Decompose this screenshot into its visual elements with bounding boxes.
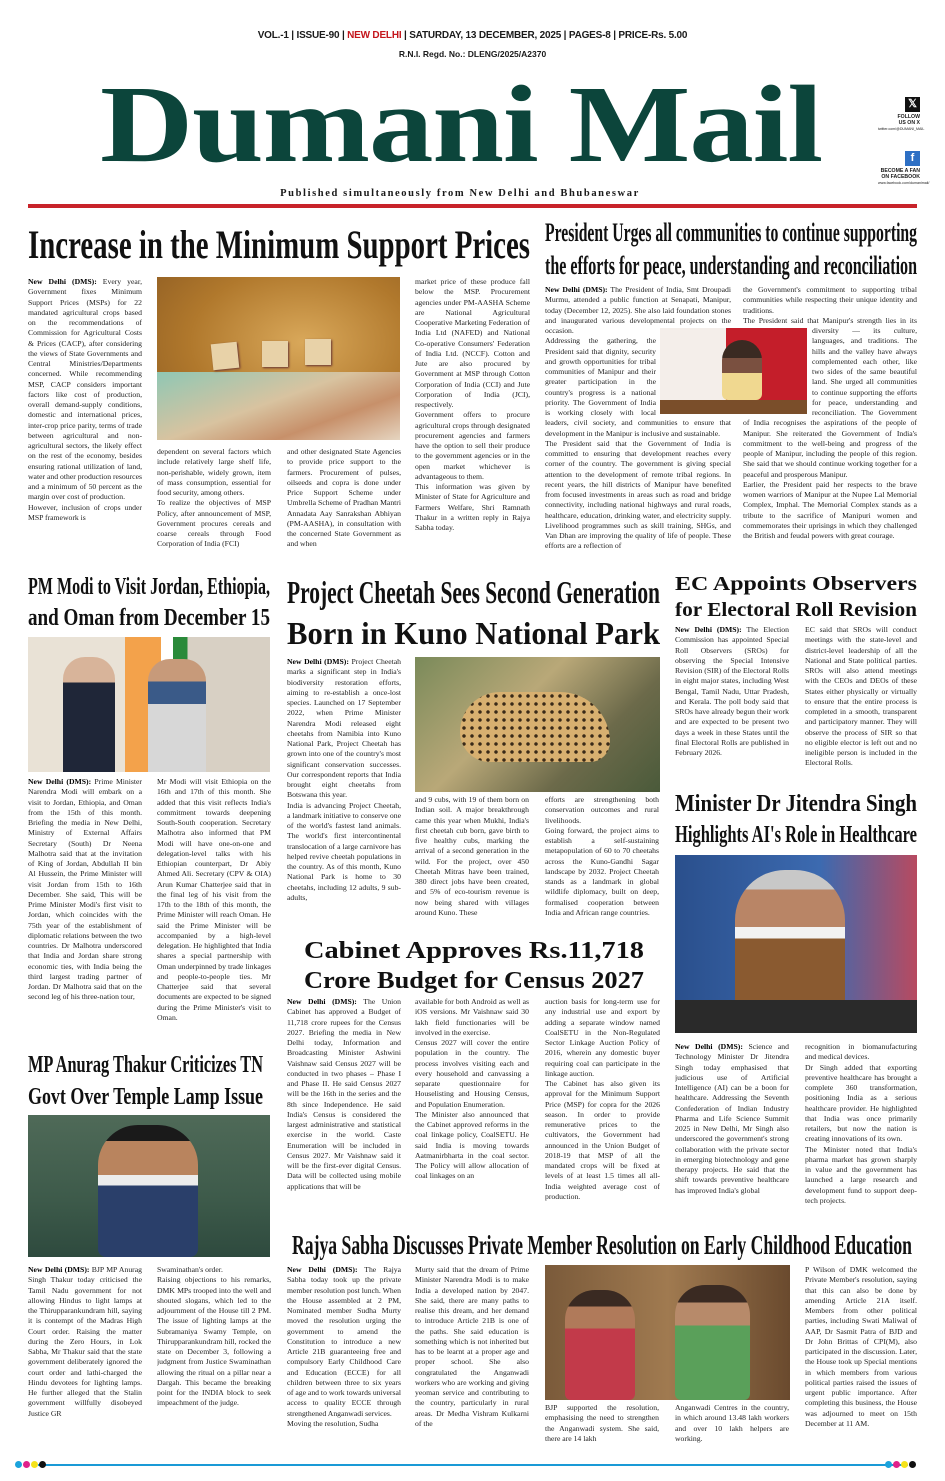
- paragraph: [743, 480, 917, 542]
- desk: [675, 1000, 917, 1033]
- paragraph-text: India is advancing Project Cheetah, a landmark initiative to conserve one of the world's fastest land animals. The world's first intercontinental translocation of a large carnivore has helped revive cheetah populations in the country. As of this month, Kuno National Park is home to 30 cheetahs, including 12 adults, 9 sub-adults,: [287, 800, 401, 902]
- paragraph: [805, 1145, 917, 1207]
- paragraph-text: The Election Commission has appointed Special Roll Observers (SROs) for observing the Special Intensive Revision (SIR) of the Electoral Rolls in eight major states, including West Bengal, Tamil Nadu, Uttar Pradesh, and Kerala. The poll body said that SROs have already begun their work and are expected to be present two days a week in these States until the final Electoral Rolls are published in February 2026.: [675, 625, 789, 757]
- paragraph: [675, 1403, 789, 1444]
- member-figure: [565, 1290, 635, 1400]
- headline-text: Rajya Sabha Discusses Private Member Resolution on Early Childhood Education: [292, 1230, 912, 1260]
- headline-text: Born in Kuno National Park: [287, 615, 660, 651]
- paragraph-text: Moving the resolution, Sudha: [287, 1418, 379, 1428]
- fan-label: BECOME A FAN: [880, 168, 920, 174]
- article-column: [675, 1042, 789, 1224]
- registration-dot-cyan: [885, 1461, 892, 1468]
- headline-text: Project Cheetah Sees Second Generation: [287, 574, 660, 610]
- paragraph-text: and other designated State Agencies to provide price support to the farmers. Procurement of pulses, oilseeds and copra is done under Price Support Scheme under Umbrella Scheme of Pradhan Mantri Annadata Aay Sanrakshan Abhiyan (PM-AASHA), in consultation with the concerned State Government as and when: [287, 447, 401, 549]
- paragraph-text: The Rajya Sabha today took up the private member resolution post lunch. When the House assembled at 2 PM, Nominated member Sudha Murty moved the resolution urging the government to amend the Constitution to introduce a new Article 21B guaranteeing free and compulsory Early Childhood Care and Education (ECCE) for all children between three to six years of age and to work towards universal access to quality ECCE through strengthened Anganwadi services.: [287, 1265, 401, 1418]
- member-figure: [675, 1285, 750, 1400]
- x-url[interactable]: twitter.com/@DUMANI_MAIL: [878, 127, 925, 131]
- article-column: [805, 1265, 917, 1447]
- letter-tile: [211, 342, 240, 371]
- paragraph-text: Prime Minister Narendra Modi will embark on a visit to Jordan, Ethiopia, and Oman from the 15th of this month. Briefing the media in New Delhi, Ministry of External Affairs Secretary (South) Dr Neena Malhotra said that at the invitation of King of Jordan, Abdullah II bin Al Hussein, the Prime Minister will visit Jordan from 15th to 16th December. She said, This will be Prime Minister Modi's first visit to Jordan, which coincides with the 75th year of the establishment of diplomatic relations between the two countries. Dr Malhotra underscored that India and Jordan share strong economic ties, with India being the third largest trading partner of Jordan. Dr Malhotra said that on the second leg of his three-nation tour,: [28, 777, 142, 1002]
- paragraph-text: the Government's commitment to supporting tribal communities while respecting their unique identity and traditions.: [743, 285, 917, 315]
- volume: VOL.-1: [257, 30, 289, 41]
- paragraph-text: recognition in biomanufacturing and medical devices.: [805, 1042, 917, 1062]
- cheetah-photo: [415, 657, 660, 792]
- headline-president: [545, 216, 917, 282]
- headline-text: and Oman from December 15: [28, 605, 270, 631]
- jitendra-singh-photo: [675, 855, 917, 1033]
- paragraph: [743, 285, 917, 316]
- dateline: New Delhi (DMS):: [28, 277, 97, 286]
- separator: |: [288, 30, 297, 41]
- paragraph-text: Census 2027 will cover the entire population in the country. The process involves visiting each and every household and canvassing a separate questionnaire for Houselisting and Housing Census, and Population Enumeration.: [415, 1038, 529, 1109]
- article-column: [28, 1265, 142, 1447]
- issue-number: ISSUE-90: [296, 30, 340, 41]
- paragraph-text: Addressing the gathering, the President said that dignity, security and growth opportunities for tribal communities of Manipur and their greater participation in the country's progress is a national priority. The Government of India is working closely with local leaders, civil society, and communities to ensure that development in the Manipur is inclusive and sustainable.: [545, 336, 731, 438]
- headline-text: President Urges all communities to continue supporting: [545, 218, 917, 247]
- headline-thakur: [28, 1049, 270, 1113]
- article-column: [805, 1042, 917, 1224]
- paragraph: [545, 997, 660, 1079]
- currency-notes-graphic: [157, 372, 400, 440]
- registration-dot-yellow: [901, 1461, 908, 1468]
- msp-wheat-photo: [157, 277, 400, 440]
- article-column: [415, 1265, 529, 1447]
- headline-text: Crore Budget for Census 2027: [303, 968, 644, 994]
- speaker-figure: [722, 340, 762, 400]
- paragraph: [28, 777, 142, 1003]
- dateline: New Delhi (DMS):: [545, 285, 608, 294]
- dateline: New Delhi (DMS):: [675, 625, 742, 634]
- paragraph: [675, 1042, 789, 1196]
- paragraph: [805, 1063, 917, 1145]
- separator: |: [610, 30, 619, 41]
- headline-cabinet: [287, 936, 660, 996]
- paragraph-text: However, inclusion of crops under MSP framework is: [28, 502, 142, 522]
- article-column: [675, 1403, 789, 1448]
- article-column: [675, 625, 789, 787]
- president-speech-photo: [660, 328, 807, 414]
- headline-text: Minister Dr Jitendra Singh: [675, 791, 917, 817]
- paragraph-text: market price of these produce fall below the MSP. Procurement agencies under PM-AASHA Scheme are National Agricultural Cooperative Marketing Federation of India Ltd (NAFED) and National Co-operative Consumers' Federation of India Ltd. (NCCF). Cotton and Jute are also procured by Government at MSP through Cotton Corporation of India (CCI) and Jute Corporation of India (JCI), respectively.: [415, 277, 530, 409]
- paragraph: [805, 625, 917, 769]
- headline-text: Increase in the Minimum Support Prices: [28, 222, 530, 267]
- follow-label: FOLLOW: [897, 114, 920, 120]
- follow-on-x[interactable]: [878, 97, 925, 132]
- paragraph-text: available for both Android as well as iOS versions. Mr Vaishnaw said 30 lakh field functionaries will be involved in the exercise.: [415, 997, 529, 1037]
- modi-handshake-photo: [28, 637, 270, 772]
- paragraph: [157, 498, 271, 549]
- x-logo-icon: 𝕏: [905, 97, 920, 112]
- registration-dot-magenta: [23, 1461, 30, 1468]
- paragraph: [157, 447, 271, 498]
- letter-tile: [305, 339, 331, 365]
- footer-rule: [38, 1464, 908, 1466]
- paragraph: [157, 777, 271, 1023]
- paragraph: [287, 801, 401, 904]
- registration-dot-black: [909, 1461, 916, 1468]
- paragraph: [805, 1042, 917, 1063]
- tagline: Published simultaneously from New Delhi and Bhubaneswar: [280, 188, 640, 199]
- paragraph: [415, 1110, 529, 1182]
- facebook-fan[interactable]: [878, 151, 930, 186]
- article-column: [415, 997, 529, 1225]
- paragraph-text: EC said that SROs will conduct meetings with the state-level and district-level leadership of all the National and State political parties. SROs will also attend meetings with the CEOs and DEOs of these States either physically or virtually to ensure that the entire process is completed in a smooth, transparent and participatory manner. They will observe the process of SIR so that no eligible elector is left out and no ineligible person is included in the Electoral Rolls.: [805, 625, 917, 768]
- headline-text: for Electoral Roll Revision: [675, 599, 917, 621]
- registration-dot-black: [39, 1461, 46, 1468]
- paragraph: [28, 1265, 142, 1419]
- person-figure: [63, 657, 115, 772]
- person-figure: [148, 659, 206, 772]
- dateline: New Delhi (DMS):: [287, 657, 349, 666]
- article-column: [287, 657, 401, 937]
- headline-msp: [28, 221, 530, 269]
- paragraph: [545, 1403, 659, 1444]
- issue-date: SATURDAY, 13 DECEMBER, 2025: [409, 30, 562, 41]
- headline-ec: [675, 571, 917, 623]
- paragraph-text: To realize the objectives of MSP Policy, after announcement of MSP, Government procures cereals and coarse cereals through Food Corporation of India (FCI): [157, 498, 271, 549]
- article-column: [157, 1265, 271, 1447]
- headline-text: Govt Over Temple Lamp Issue: [28, 1084, 263, 1110]
- paragraph-text: Project Cheetah marks a significant step in India's biodiversity restoration efforts, aiming to re-establish a once-lost species. Launched on 17 September 2022, when Prime Minister Narendra Modi released eight cheetahs from Namibia into Kuno National Park, Project Cheetah has grown into one of the country's most significant conservation successes. Our correspondent reports that India brought eight cheetahs from Botswana this year.: [287, 657, 401, 800]
- headline-text: PM Modi to Visit Jordan, Ethiopia,: [28, 574, 270, 600]
- registration-dot-cyan: [15, 1461, 22, 1468]
- podium: [660, 400, 807, 414]
- issue-info-line: [0, 30, 945, 42]
- paragraph-text: Government offers to procure agricultural crops through designated procurement agencies and farmers have the option to sell their produce to the government agencies or in the open market whichever is advantageous to them.: [415, 410, 530, 481]
- paragraph: [545, 826, 659, 918]
- paragraph: [545, 439, 731, 552]
- article-column: [28, 777, 142, 1047]
- registration-dot-magenta: [893, 1461, 900, 1468]
- cheetah-figure: [460, 692, 610, 762]
- paragraph-text: Earlier, the President paid her respects to the brave women warriors of Manipur at the Nupee Lal Memorial Complex, Imphal. The Memorial Complex stands as a tribute to the sacrifice of Manipuri women and commemorates their uprisings in which they challenged the British and feudal powers with great courage.: [743, 479, 917, 540]
- headline-text: Highlights AI's Role in Healthcare: [675, 822, 917, 848]
- paragraph-text: The President said that the Government of India is committed to ensuring that development reaches every corner of the country. The government is giving special attention to the development of remote tribal regions. In recent years, the hill districts of Manipur have benefited from focused investments in areas such as road and bridge connectivity, including national highways and rural roads, healthcare, education, drinking water, and electricity supply. Livelihood programmes such as skill training, SHGs, and Van Dhan are improving the quality of life of people. These efforts are a reflection of: [545, 438, 731, 551]
- paragraph: [287, 1419, 401, 1429]
- paragraph-text: Dr Singh added that exporting preventive healthcare has brought a complete 360 transformation, positioning India as a serious healthcare provider. He highlighted that India was once primarily retailers, but now the nation is creating innovations of its own.: [805, 1062, 917, 1144]
- paragraph-text: Swaminathan's order.: [157, 1265, 223, 1274]
- dateline: New Delhi (DMS):: [287, 1265, 358, 1274]
- article-column: [415, 277, 530, 567]
- dateline: New Delhi (DMS):: [28, 1265, 90, 1274]
- paragraph-text: Mr Modi will visit Ethiopia on the 16th and 17th of this month. She added that this visit reflects India's commitment towards deepening South-South cooperation. Secretary Malhotra also informed that PM Modi will have one-on-one and delegation-level talks with his Ethiopian counterpart, Dr Abiy Ahmed Ali. Secretary (CPV & OIA) Arun Kumar Chatterjee said that in the final leg of his visit from the 17th to the 18th of this month, the Prime Minister will reach Oman. He said the Prime Minister will be accompanied by a high-level delegation. He highlighted that India shares a special partnership with Oman underpinned by trade linkages and people-to-people ties. Mr Chatterjee said that several documents are expected to be signed during the Prime Minister's visit to Oman.: [157, 777, 271, 1022]
- edition-city: NEW DELHI: [347, 30, 402, 41]
- dateline: New Delhi (DMS):: [28, 777, 92, 786]
- page-count: PAGES-8: [568, 30, 611, 41]
- paragraph-text: auction basis for long-term use for any industrial use and export by adding a separate window named CoalSETU in the Non-Regulated Sector Linkage Auction Policy of 2016, wherein any domestic buyer requiring coal can participate in the linkage auction.: [545, 997, 660, 1078]
- article-column: [157, 777, 271, 1047]
- headline-jitendra: [675, 789, 917, 851]
- article-column: [157, 447, 271, 567]
- paragraph: [675, 625, 789, 758]
- anurag-thakur-photo: [28, 1115, 270, 1257]
- separator: |: [339, 30, 348, 41]
- article-column: [545, 795, 659, 935]
- newspaper-name: Dumani Mail: [100, 63, 822, 185]
- paragraph-text: dependent on several factors which include relatively large shelf life, non-perishable, widely grown, item of mass consumption, essential for food security, among others.: [157, 447, 271, 497]
- paragraph: [415, 410, 530, 482]
- paragraph: [157, 1265, 271, 1275]
- paragraph-text: The President of India, Smt Droupadi Murmu, attended a public function at Senapati, Manipur, today (December 12, 2025). She also laid foundation stones and inaugurated various developmental projects on the occasion.: [545, 285, 731, 335]
- paragraph: [415, 795, 529, 918]
- paragraph: [287, 1265, 401, 1419]
- paragraph-text: The Minister also announced that the Cabinet approved reforms in the coal linkage policy, CoalSETU. He said India is moving towards Aatmanirbharta in the coal sector. The Policy will allow allocation of coal linkages on an: [415, 1109, 529, 1181]
- paragraph-text: Every year, Government fixes Minimum Support Prices (MSPs) for 22 mandated agricultural crops based on the recommendations of Commission for Agricultural Costs & Prices (CACP), after considering the views of State Governments and Central Ministries/Departments concerned. While recommending MSP, CACP considers important factors like cost of production, overall demand-supply conditions, domestic and international prices, inter-crop price parity, terms of trade between agricultural and non-agricultural sectors, the likely effect on the rest of the economy, besides ensuring rational utilization of land, water and other production resources and a minimum of 50 percent as the margin over cost of production.: [28, 277, 142, 502]
- paragraph: [28, 503, 142, 524]
- paragraph: [545, 795, 659, 826]
- article-column: [287, 447, 401, 567]
- separator: |: [561, 30, 569, 41]
- separator: |: [401, 30, 410, 41]
- paragraph-text: Raising objections to his remarks, DMK MPs trooped into the well and shouted slogans, which led to the adjournment of the House till 2 PM. The issue of lighting lamps at the Subramaniya Swamy Temple, on Thirupparankundram hill, rocked the state on December 3, following a judgment from Justice Swaminathan allowing the ritual on a pillar near a Dargah. This became the breaking point for the INDIA block to seek impeachment of the judge.: [157, 1275, 271, 1408]
- paragraph-text: This information was given by Minister of State for Agriculture and Farmers Welfare, Shri Ramnath Thakur in a written reply in Rajya Sabha today.: [415, 482, 530, 532]
- headline-rajya-sabha: [287, 1228, 917, 1262]
- paragraph-text: The Union Cabinet has approved a Budget of 11,718 crore rupees for the Census 2027. Briefing the media in New Delhi today, Information and Broadcasting Minister Ashwini Vaishnaw said Census 2027 will be conducted in two phases – Phase I and Phase II. He said Census 2027 will be the 16th in the series and the 8th since Independence. He said India's Census is considered the largest administrative and statistical exercise in the world. Caste Enumeration will be included in Census 2027. Mr Vaishnaw said it will be the first-ever digital Census. Data will be collected using mobile applications that will be: [287, 997, 401, 1191]
- paragraph: [415, 482, 530, 533]
- fan-label-2: ON FACEBOOK: [881, 174, 920, 180]
- paragraph-text: P Wilson of DMK welcomed the Private Member's resolution, saying that this can also be done by amending Article 21A itself. Members from other political parties, including Swati Maliwal of AAP, Dr Sasmit Patra of BJD and Dr John Brittas of CPI(M), also participated in the discussion. Later, the House took up Special mentions in which members from various political parties raised the issues of urgent public importance. After completing this business, the House was adjourned to meet on 15th December at 11 AM.: [805, 1265, 917, 1428]
- price: PRICE-Rs. 5.00: [618, 30, 688, 41]
- article-column: [287, 1265, 401, 1447]
- headline-pm-modi: [28, 572, 270, 634]
- paragraph: [415, 277, 530, 410]
- headline-text: the efforts for peace, understanding and reconciliation: [545, 251, 917, 280]
- paragraph: [28, 277, 142, 503]
- paragraph-text: BJP supported the resolution, emphasising the need to strengthen the Anganwadi system. She said, there are 14 lakh: [545, 1403, 659, 1443]
- paragraph-text: The President said that Manipur's strength lies in its diversity — its culture, languages, and traditions. The hills and the valley have always complemented each other, like two sides of the same beautiful land. She urged all communities to continue supporting the efforts for peace, understanding and reconciliation. The Government of India recognises the aspirations of the people of Manipur. She reiterated the Government of India's commitment to the well-being and progress of the people of Manipur, including the people of this region. She said that we should continue working together for a peaceful and prosperous Manipur.: [743, 315, 917, 479]
- headline-text: MP Anurag Thakur Criticizes TN: [28, 1052, 263, 1078]
- article-column: [545, 1403, 659, 1448]
- masthead-rule: [28, 204, 917, 208]
- article-column: [287, 997, 401, 1225]
- paragraph: [415, 1038, 529, 1110]
- paragraph-text: The Cabinet has also given its approval for the Minimum Support Price (MSP) for copra for the 2026 season. In order to provide remunerative prices to the cultivators, the Government had announced in the Union Budget of 2018-19 that MSP of all the mandated crops will be fixed at levels of at least 1.5 times all all-India weighted average cost of production.: [545, 1079, 660, 1201]
- paragraph-text: Science and Technology Minister Dr Jitendra Singh today emphasised that judicious use of Artificial Intelligence (AI) can be a boon for healthcare. Addressing the Seventh Confederation of Indian Industry Pharma and Life Science Summit 2025 in New Delhi, Mr Singh also underscored the government's strong collaboration with the private sector in emerging biotechnology and gene therapy projects. He said that the shift towards preventive healthcare has improved India's global: [675, 1042, 789, 1195]
- mp-figure: [98, 1125, 198, 1257]
- paragraph: [287, 997, 401, 1192]
- registration-dot-yellow: [31, 1461, 38, 1468]
- paragraph-text: BJP MP Anurag Singh Thakur today criticised the Tamil Nadu government for not allowing Hindus to light lamps at the Thirupparankundram hill, saying it is contempt of the Madras High Court order. Raising the matter during the Zero Hours, in Lok Sabha, Mr Thakur said that the state government deliberately ignored the court order and lathi-charged the Hindu devotees for lighting lamps. He further alleged that the Stalin government willfully disobeyed Justice GR: [28, 1265, 142, 1418]
- paragraph: [157, 1275, 271, 1408]
- dateline: New Delhi (DMS):: [287, 997, 357, 1006]
- paragraph-text: Murty said that the dream of Prime Minister Narendra Modi is to make India a developed nation by 2047. She said, there are many paths to realise this dream, and her demand to introduce Article 21B is one of the paths. She said education is something which is not inherited but has to be learnt at a proper age and proper school. She also congratulated the Anganwadi workers who are working and giving yeoman service and contributing to the country, particularly in rural areas. Dr Medha Vishram Kulkarni of the: [415, 1265, 529, 1428]
- follow-label-2: US ON X: [898, 120, 920, 126]
- paragraph-text: efforts are strengthening both conservation outcomes and rural livelihoods.: [545, 795, 659, 825]
- article-column: [545, 997, 660, 1225]
- paragraph: [415, 1265, 529, 1429]
- facebook-url[interactable]: www.facebook.com/dumanimail/: [878, 181, 930, 185]
- paragraph-text: Anganwadi Centres in the country, in which around 13.48 lakh workers and over 10 lakh helpers are working.: [675, 1403, 789, 1443]
- letter-tile: [262, 341, 288, 367]
- paragraph: [805, 1265, 917, 1429]
- headline-text: EC Appoints Observers: [675, 573, 917, 595]
- paragraph: [545, 1079, 660, 1202]
- paragraph-text: Going forward, the project aims to establish a self-sustaining metapopulation of 60 to 70 cheetahs across the Kuno-Gandhi Sagar landscape by 2032. Project Cheetah stands as a landmark in global wildlife diplomacy, built on deep, formalised cooperation between India and African range countries.: [545, 825, 659, 917]
- headline-cheetah: [287, 572, 660, 654]
- paragraph-text: The Minister noted that India's pharma market has grown sharply in value and the government has launched a large research and development fund to support deep- tech projects.: [805, 1144, 917, 1205]
- rajya-sabha-members-photo: [545, 1265, 790, 1400]
- facebook-logo-icon: f: [905, 151, 920, 166]
- article-column: [415, 795, 529, 935]
- paragraph-text: and 9 cubs, with 19 of them born on Indian soil. A major breakthrough came this year when Mukhi, India's first cheetah cub born, gave birth to five healthy cubs, marking the arrival of a second generation in the wild. For the project, over 450 Cheetah Mitras have been trained, 380 direct jobs have been created, and 5% of eco-tourism revenue is now being shared with villages around Kuno. These: [415, 795, 529, 917]
- dateline: New Delhi (DMS):: [675, 1042, 743, 1051]
- paragraph: [415, 997, 529, 1038]
- masthead-title: [100, 63, 822, 185]
- paragraph: [287, 657, 401, 801]
- article-column: [28, 277, 142, 567]
- article-column: [805, 625, 917, 787]
- rni-number: R.N.I. Regd. No.: DLENG/2025/A2370: [398, 49, 547, 59]
- headline-text: Cabinet Approves Rs.11,718: [303, 938, 644, 964]
- paragraph: [287, 447, 401, 550]
